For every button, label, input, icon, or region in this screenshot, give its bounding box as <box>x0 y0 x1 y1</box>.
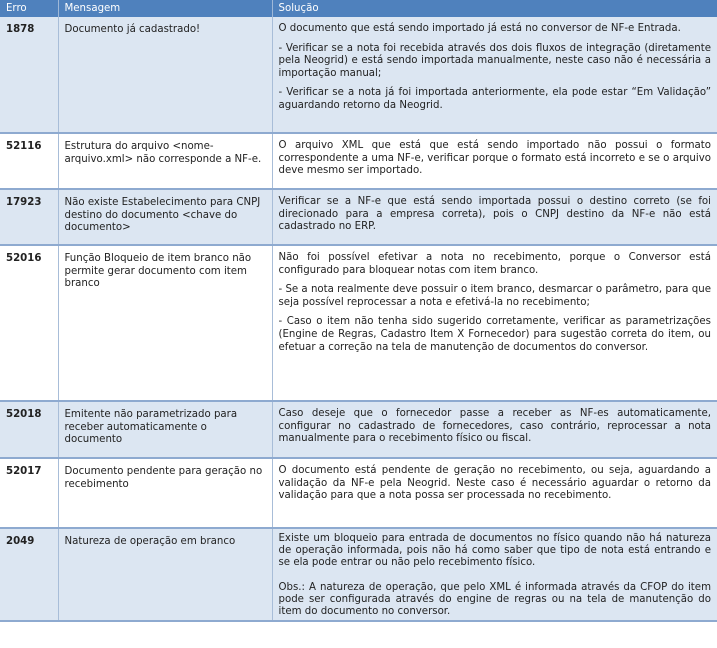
header-mensagem: Mensagem <box>58 0 272 17</box>
error-solution <box>272 189 717 245</box>
error-solution <box>272 133 717 189</box>
solution-paragraph: O arquivo XML que está que está sendo importado não possui o formato correspondente a uma NF-e, verificar porque o formato está incorreto e se o arquivo deve mesmo ser importado. <box>278 140 711 177</box>
error-message: Não existe Estabelecimento para CNPJ destino do documento <chave do documento> <box>58 189 272 245</box>
solution-paragraph: - Caso o item não tenha sido sugerido corretamente, verificar as parametrizações (Engine de Regras, Cadastro Item X Fornecedor) para sugestão correta do item, ou efetuar a correção na tela de manutenção de documentos do conversor. <box>278 316 711 353</box>
error-solution <box>272 458 717 528</box>
error-code: 52016 <box>0 245 58 401</box>
error-code: 52017 <box>0 458 58 528</box>
solution-paragraph: Obs.: A natureza de operação, que pelo XML é informada através da CFOP do item pode ser configurada através do engine de regras ou na tela de manutenção do item do documento no conversor. <box>278 581 711 617</box>
error-code: 2049 <box>0 528 58 621</box>
table-row <box>0 17 717 133</box>
error-message: Estrutura do arquivo <nome-arquivo.xml> não corresponde a NF-e. <box>58 133 272 189</box>
solution-paragraph: Existe um bloqueio para entrada de documentos no físico quando não há natureza de operação informada, pois não há como saber que tipo de nota está entrando e se ela pode entrar ou não pelo recebimento físico. <box>278 533 711 568</box>
error-code: 52116 <box>0 133 58 189</box>
error-solution <box>272 245 717 401</box>
table-row <box>0 528 717 621</box>
error-solution <box>272 528 717 621</box>
error-code: 52018 <box>0 401 58 458</box>
error-message: Emitente não parametrizado para receber automaticamente o documento <box>58 401 272 458</box>
error-solution <box>272 401 717 458</box>
table-row <box>0 245 717 401</box>
error-message: Documento pendente para geração no recebimento <box>58 458 272 528</box>
error-message: Natureza de operação em branco <box>58 528 272 621</box>
table-row <box>0 133 717 189</box>
error-code: 17923 <box>0 189 58 245</box>
solution-paragraph: Verificar se a NF-e que está sendo importada possui o destino correto (se foi direcionado para a empresa correta), pois o CNPJ destino da NF-e não está cadastrado no ERP. <box>278 196 711 233</box>
table-row <box>0 189 717 245</box>
error-code: 1878 <box>0 17 58 133</box>
header-erro: Erro <box>0 0 58 17</box>
error-message: Documento já cadastrado! <box>58 17 272 133</box>
header-row <box>0 0 717 17</box>
table-row <box>0 458 717 528</box>
solution-paragraph: - Verificar se a nota já foi importada anteriormente, ela pode estar “Em Validação” aguardando retorno da Neogrid. <box>278 87 711 111</box>
error-solution <box>272 17 717 133</box>
solution-paragraph: O documento que está sendo importado já está no conversor de NF-e Entrada. <box>278 23 681 34</box>
solution-paragraph: - Verificar se a nota foi recebida através dos dois fluxos de integração (diretamente pela Neogrid) e está sendo importada manualmente, neste caso não é necessária a importação manual; <box>278 42 711 79</box>
table-row <box>0 401 717 458</box>
solution-paragraph: Não foi possível efetivar a nota no recebimento, porque o Conversor está configurado para bloquear notas com item branco. <box>278 252 711 276</box>
solution-paragraph: O documento está pendente de geração no recebimento, ou seja, aguardando a validação da NF-e pela Neogrid. Neste caso é necessário aguardar o retorno da validação para que a nota possa ser processada no recebimento. <box>278 465 711 502</box>
solution-paragraph: - Se a nota realmente deve possuir o item branco, desmarcar o parâmetro, para que seja possível reprocessar a nota e efetivá-la no recebimento; <box>278 284 711 308</box>
header-solucao: Solução <box>272 0 717 17</box>
solution-paragraph: Caso deseje que o fornecedor passe a receber as NF-es automaticamente, configurar no cadastrado de fornecedores, caso contrário, reprocessar a nota manualmente para o recebimento físico ou fiscal. <box>278 408 711 445</box>
error-message: Função Bloqueio de item branco não permite gerar documento com item branco <box>58 245 272 401</box>
